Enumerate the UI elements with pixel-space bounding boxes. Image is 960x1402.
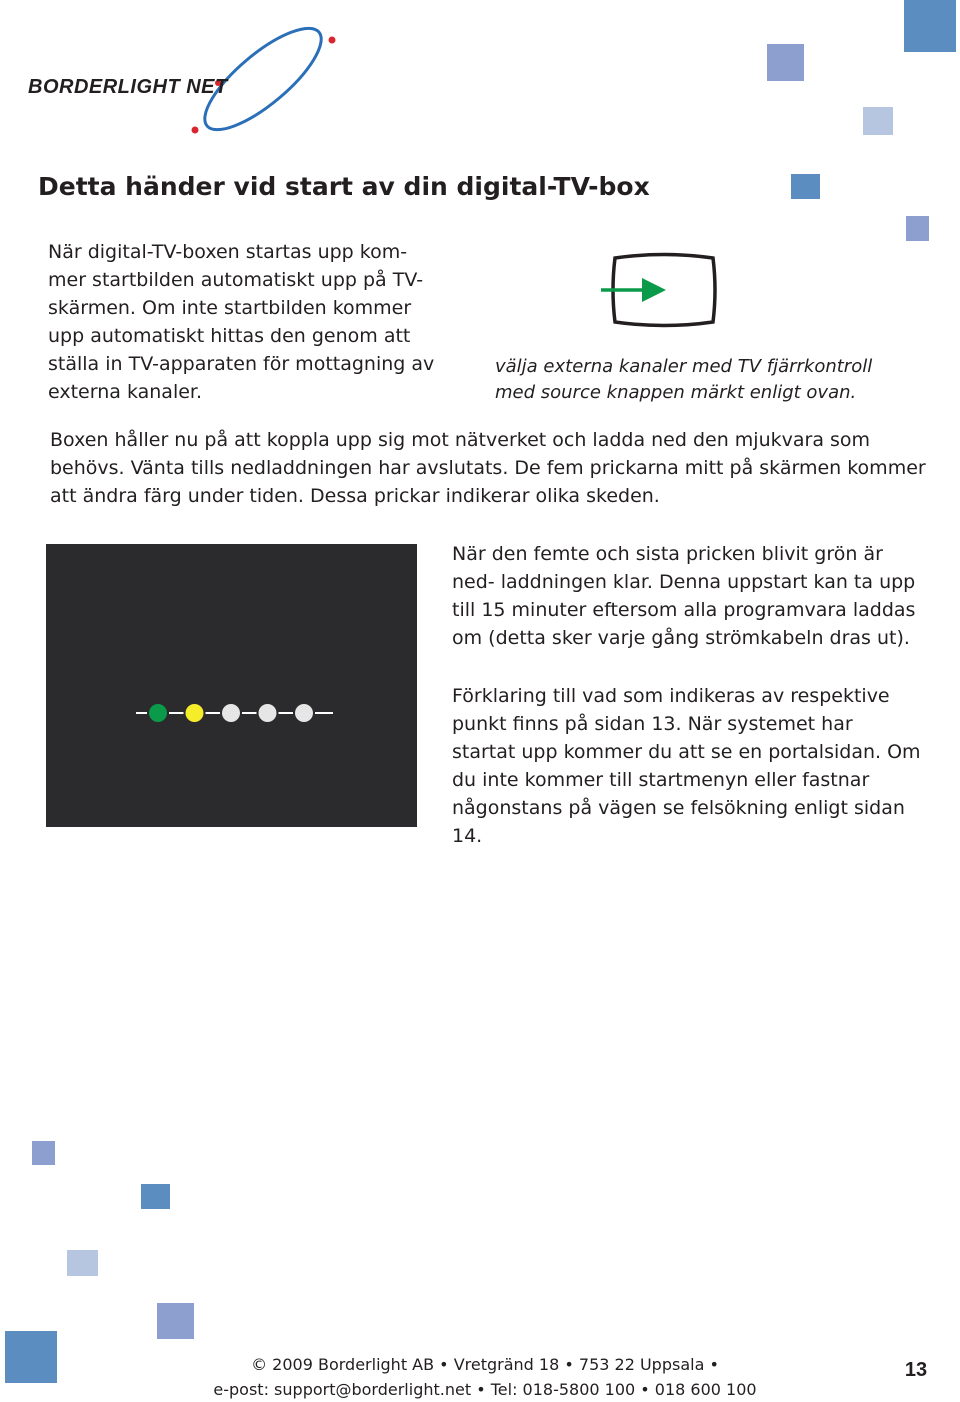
explain-paragraph: Förklaring till vad som indikeras av respektive punkt finns på sidan 13. När systemet har startat upp kommer du att se en portalsidan. Om du inte kommer till startmenyn eller fastnar någonstans på vägen se felsökning enligt sidan 14. bbox=[452, 685, 921, 847]
page-number: 13 bbox=[904, 1359, 928, 1381]
borderlight-logo bbox=[28, 14, 348, 139]
progress-dot bbox=[259, 704, 277, 722]
boot-paragraph: Boxen håller nu på att koppla upp sig mot nätverket och ladda ned den mjukvara som behövs. Vänta tills nedladdningen har avslutats. De fem prickarna mitt på skärmen kommer att ändra färg under tiden. Dessa prickar indikerar olika skeden. bbox=[50, 429, 926, 507]
intro-paragraph: När digital-TV-boxen startas upp kom- mer startbilden automatiskt upp på TV- skärmen. Om inte startbilden kommer upp automatiskt hittas den genom att ställa in TV-apparaten för mottagning av externa kanaler. bbox=[48, 241, 435, 403]
decor-square bbox=[767, 44, 804, 81]
decor-square bbox=[67, 1250, 98, 1276]
footer-address: © 2009 Borderlight AB • Vretgränd 18 • 753 22 Uppsala • bbox=[251, 1355, 719, 1374]
source-caption: välja externa kanaler med TV fjärrkontroll med source knappen märkt enligt ovan. bbox=[495, 356, 873, 403]
progress-dot bbox=[149, 704, 167, 722]
decor-square bbox=[141, 1184, 170, 1209]
decor-square bbox=[863, 107, 893, 135]
page-title: Detta händer vid start av din digital-TV-box bbox=[38, 172, 650, 201]
progress-dot bbox=[295, 704, 313, 722]
progress-dots bbox=[46, 544, 417, 827]
tv-progress-screen bbox=[46, 544, 417, 827]
progress-dot bbox=[222, 704, 240, 722]
decor-square bbox=[791, 174, 820, 199]
footer bbox=[200, 1352, 770, 1402]
decor-square bbox=[904, 0, 956, 52]
source-button-illustration bbox=[598, 252, 720, 330]
decor-square bbox=[5, 1331, 57, 1383]
footer-contact: e-post: support@borderlight.net • Tel: 018-5800 100 • 018 600 100 bbox=[213, 1380, 757, 1399]
decor-square bbox=[32, 1141, 55, 1165]
logo-wordmark: BORDERLIGHT NET bbox=[28, 76, 228, 98]
tv-source-input-icon bbox=[598, 252, 720, 330]
done-paragraph: När den femte och sista pricken blivit grön är ned- laddningen klar. Denna uppstart kan ta upp till 15 minuter eftersom alla programvara laddas om (detta sker varje gång strömkabeln dras ut). bbox=[452, 543, 916, 649]
progress-dot bbox=[186, 704, 204, 722]
decor-square bbox=[906, 216, 929, 241]
decor-square bbox=[157, 1303, 194, 1339]
